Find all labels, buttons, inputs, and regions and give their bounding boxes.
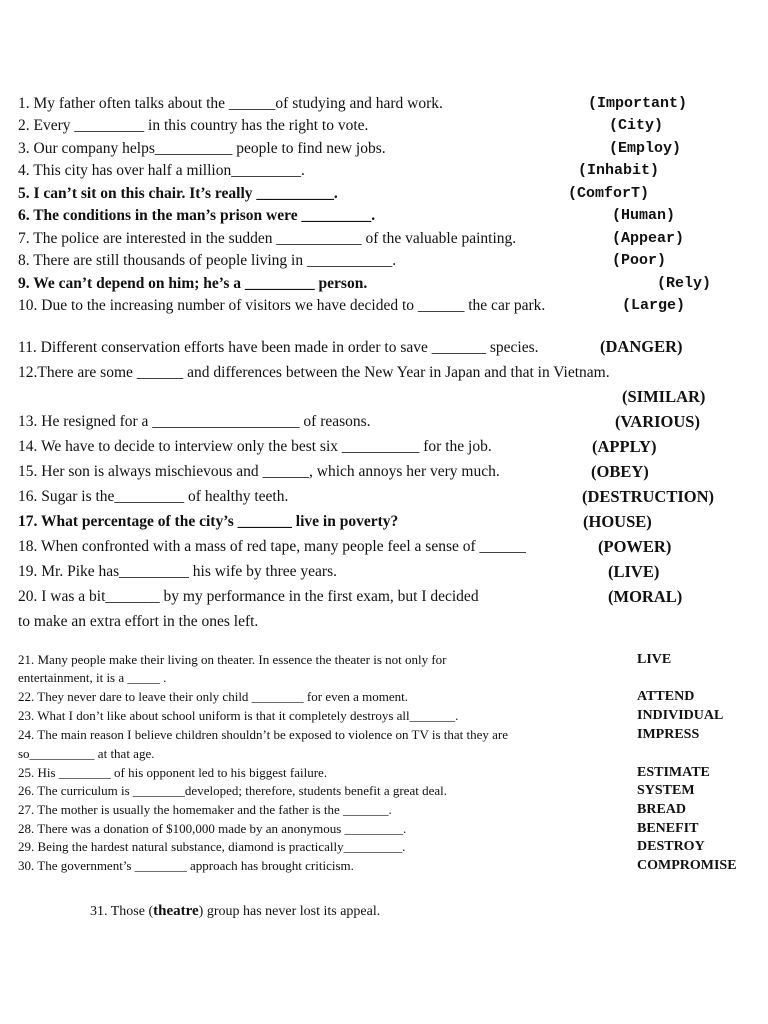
question-text: 11. Different conservation efforts have been made in order to save _______ species. (18, 339, 539, 356)
question-text: 23. What I don’t like about school uniform is that it completely destroys all_______. (18, 708, 459, 723)
answer-key: (Appear) (612, 230, 685, 247)
answer-key: (VARIOUS) (615, 412, 700, 431)
answer-key: DESTROY (637, 839, 705, 854)
question-text: 16. Sugar is the_________ of healthy teeth. (18, 488, 289, 505)
answer-key: (Important) (588, 95, 688, 112)
answer-key: (City) (609, 117, 664, 134)
question-text: 18. When confronted with a mass of red tape, many people feel a sense of ______ (18, 538, 527, 555)
answer-key: (DANGER) (600, 337, 683, 356)
answer-key: INDIVIDUAL (637, 708, 724, 723)
question-text: 28. There was a donation of $100,000 made by an anonymous _________. (18, 821, 407, 836)
question-text: 5. I can’t sit on this chair. It’s really __________. (18, 185, 338, 202)
question-16 (18, 487, 715, 506)
answer-key: IMPRESS (637, 727, 700, 742)
question-31 (90, 904, 380, 919)
question-text: 19. Mr. Pike has_________ his wife by three years. (18, 563, 337, 580)
question-17 (18, 512, 652, 531)
answer-key: BENEFIT (637, 821, 699, 836)
answer-key: (SIMILAR) (622, 387, 706, 406)
answer-key: (POWER) (598, 537, 672, 556)
answer-key: (Employ) (609, 140, 682, 157)
question-text: so__________ at that age. (18, 746, 155, 761)
question-text: 22. They never dare to leave their only child ________ for even a moment. (18, 689, 408, 704)
question-text: 9. We can’t depend on him; he’s a _________ person. (18, 275, 368, 292)
answer-key: (Human) (612, 207, 676, 224)
answer-key: (Rely) (657, 275, 712, 292)
answer-key: (Poor) (612, 252, 667, 269)
question-text: 2. Every _________ in this country has the right to vote. (18, 117, 369, 134)
question-18 (18, 537, 672, 556)
question-text: 17. What percentage of the city’s _______ live in poverty? (18, 513, 399, 530)
question-text: 14. We have to decide to interview only the best six __________ for the job. (18, 438, 492, 455)
question-text: 20. I was a bit_______ by my performance in the first exam, but I decided (18, 588, 479, 605)
question-14 (18, 437, 657, 456)
answer-key: (OBEY) (591, 462, 649, 481)
answer-key: (MORAL) (608, 587, 683, 606)
question-text: 1. My father often talks about the ______of studying and hard work. (18, 95, 443, 112)
question-text: 27. The mother is usually the homemaker and the father is the _______. (18, 802, 392, 817)
answer-key: (LIVE) (608, 562, 660, 581)
question-text: 13. He resigned for a ___________________ of reasons. (18, 413, 371, 430)
question-text: 10. Due to the increasing number of visitors we have decided to ______ the car park. (18, 297, 546, 314)
question-text: 29. Being the hardest natural substance, diamond is practically_________. (18, 839, 406, 854)
answer-key: LIVE (637, 652, 672, 667)
question-text: 30. The government’s ________ approach has brought criticism. (18, 858, 354, 873)
question-11 (18, 337, 683, 356)
answer-key: (Inhabit) (578, 162, 660, 179)
answer-key: (DESTRUCTION) (582, 487, 715, 506)
answer-key: (HOUSE) (583, 512, 652, 531)
highlighted-word: theatre (153, 903, 199, 919)
answer-key: BREAD (637, 802, 687, 817)
question-13 (18, 412, 700, 431)
answer-key: ATTEND (637, 689, 695, 704)
answer-key: COMPROMISE (637, 858, 737, 873)
question-text: to make an extra effort in the ones left. (18, 613, 259, 630)
question-text-before: 31. Those ( (90, 904, 154, 919)
answer-key: SYSTEM (637, 783, 695, 798)
question-text: 3. Our company helps__________ people to find new jobs. (18, 140, 386, 157)
question-text: 7. The police are interested in the sudden ___________ of the valuable painting. (18, 230, 517, 247)
question-text: 24. The main reason I believe children shouldn’t be exposed to violence on TV is that they are (18, 727, 509, 742)
question-19 (18, 562, 660, 581)
question-text: 26. The curriculum is ________developed; therefore, students benefit a great deal. (18, 783, 447, 798)
question-text: 12.There are some ______ and differences between the New Year in Japan and that in Vietnam. (18, 364, 610, 381)
question-15 (18, 462, 649, 481)
question-12 (18, 365, 610, 381)
question-20-continued (18, 614, 258, 630)
answer-key: ESTIMATE (637, 765, 710, 780)
question-text: 8. There are still thousands of people living in ___________. (18, 252, 397, 269)
question-text: 4. This city has over half a million_________. (18, 162, 305, 179)
question-text: 15. Her son is always mischievous and ______, which annoys her very much. (18, 463, 500, 480)
question-text: 21. Many people make their living on theater. In essence the theater is not only for (18, 652, 447, 667)
question-20 (18, 587, 683, 606)
answer-key: (ComforT) (568, 185, 650, 202)
answer-key: (Large) (622, 297, 686, 314)
question-text: 25. His ________ of his opponent led to his biggest failure. (18, 765, 328, 780)
question-text: entertainment, it is a _____ . (18, 670, 167, 685)
question-text-after: ) group has never lost its appeal. (198, 904, 381, 919)
question-text: 6. The conditions in the man’s prison were _________. (18, 207, 376, 224)
answer-key: (APPLY) (592, 437, 657, 456)
